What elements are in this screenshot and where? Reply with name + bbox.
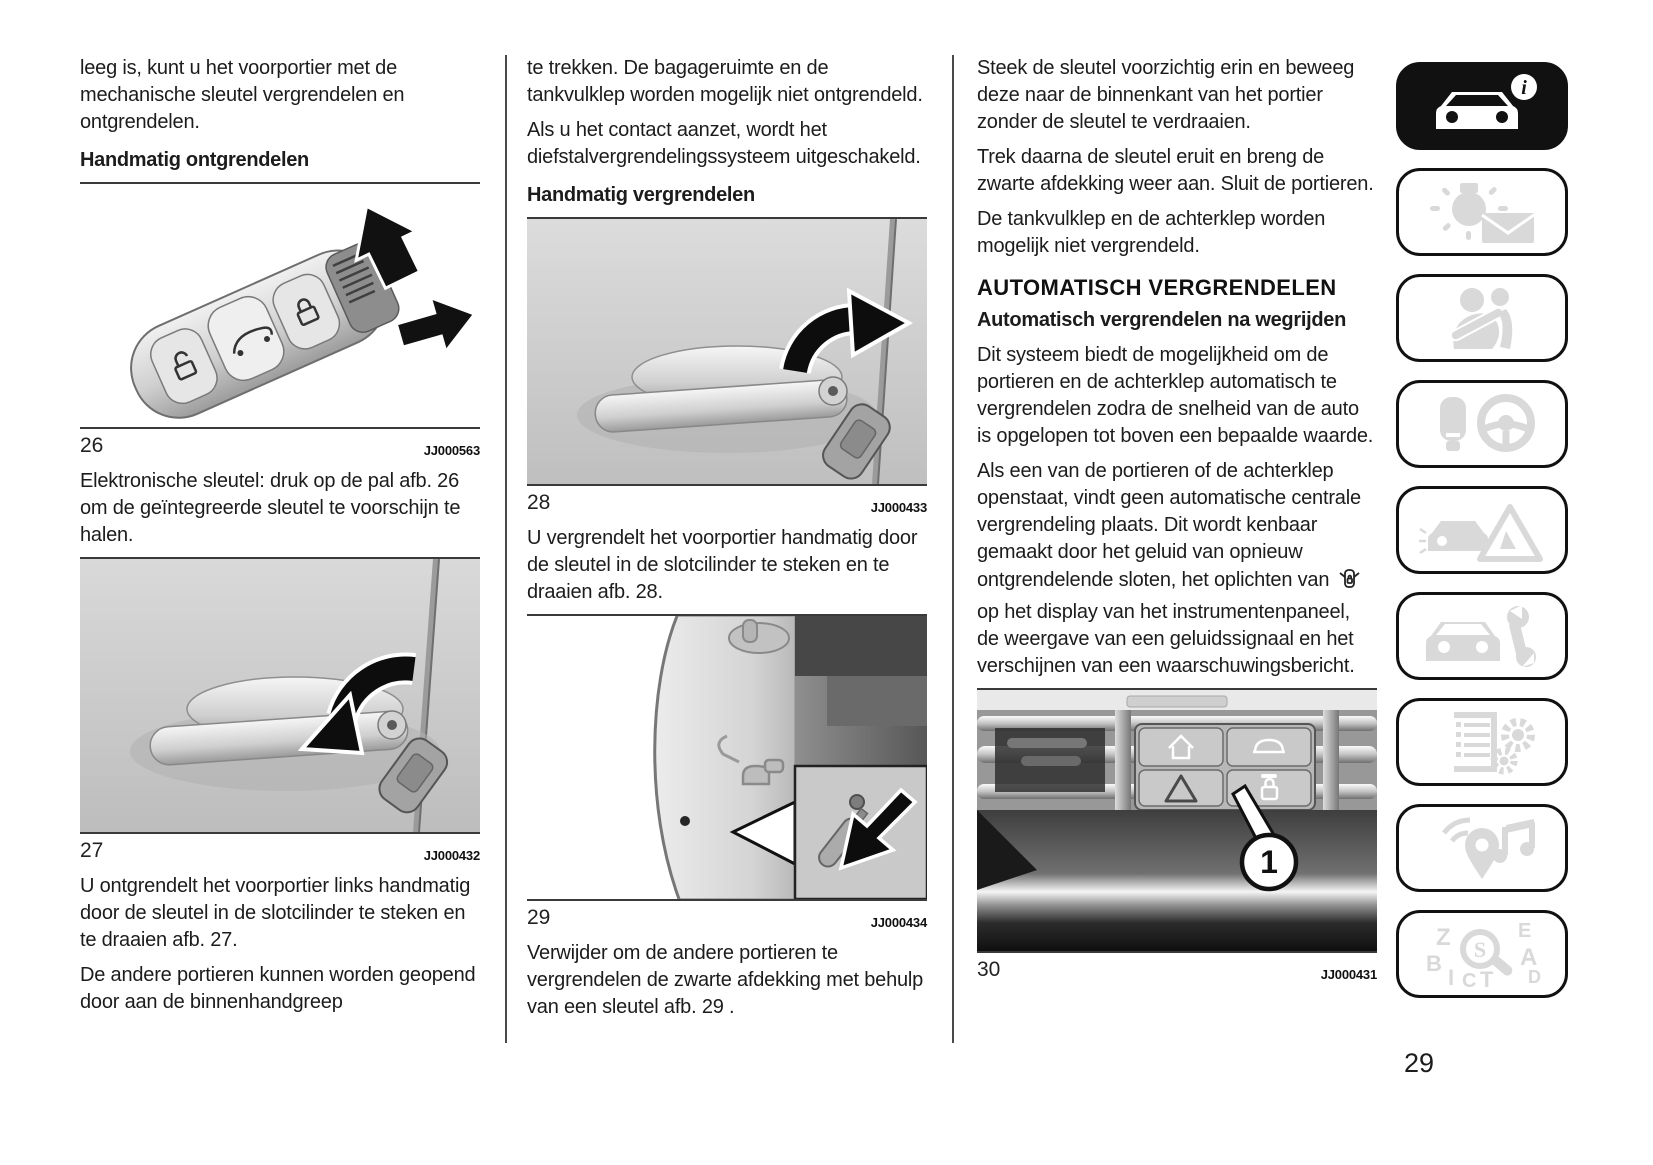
paragraph: leeg is, kunt u het voorportier met de mechanische sleutel vergrendelen en ontgrendelen. — [80, 57, 405, 133]
paragraph: Steek de sleutel voorzichtig erin en beweeg deze naar de binnenkant van het portier zonder de sleutel te verdraaien. — [977, 57, 1355, 133]
safety-seatbelt-icon — [1418, 285, 1546, 351]
figure-code: JJ000434 — [870, 915, 927, 930]
key-fob-illustration — [80, 184, 480, 427]
paragraph: U ontgrendelt het voorportier links handmatig door de sleutel in de slotcilinder te steken en te draaien afb. 27. — [80, 875, 471, 951]
column-divider — [505, 55, 507, 1043]
technical-data-gears-icon — [1418, 709, 1546, 775]
figure-code: JJ000433 — [870, 500, 927, 515]
figure-29-image — [527, 614, 927, 901]
tab-technical-data[interactable] — [1396, 698, 1568, 786]
figure-28-caption — [527, 489, 927, 515]
starting-and-driving-icon — [1418, 391, 1546, 457]
paragraph: U vergrendelt het voorportier handmatig door de sleutel in de slotcilinder te steken en te draaien afb. 28. — [527, 527, 918, 603]
figure-29-caption — [527, 904, 927, 930]
svg-text:B: B — [1426, 951, 1442, 976]
tab-maintenance[interactable] — [1396, 592, 1568, 680]
dashboard-lock-button-illustration — [977, 690, 1377, 951]
alphabetical-index-icon — [1418, 921, 1546, 987]
chapter-heading: AUTOMATISCH VERGRENDELEN — [977, 275, 1337, 300]
section-heading: Automatisch vergrendelen na wegrijden — [977, 309, 1346, 331]
section-heading: Handmatig vergrendelen — [527, 184, 755, 206]
tab-safety[interactable] — [1396, 274, 1568, 362]
paragraph: Trek daarna de sleutel eruit en breng de zwarte afdekking weer aan. Sluit de portieren. — [977, 146, 1374, 195]
figure-26-caption — [80, 432, 480, 458]
figure-30-caption — [977, 956, 1377, 982]
figure-code: JJ000563 — [423, 443, 480, 458]
figure-code: JJ000431 — [1320, 967, 1377, 982]
figure-26-image — [80, 182, 480, 429]
maintenance-wrench-icon — [1418, 603, 1546, 669]
figure-number: 30 — [977, 958, 1001, 981]
figure-27-caption — [80, 837, 480, 863]
emergency-warning-triangle-icon — [1418, 497, 1546, 563]
figure-code: JJ000432 — [423, 848, 480, 863]
door-handle-lock-illustration — [527, 219, 927, 484]
door-edge-cover-illustration — [527, 616, 927, 899]
tab-starting-and-driving[interactable] — [1396, 380, 1568, 468]
section-tabs-sidebar — [1396, 62, 1568, 1016]
svg-text:A: A — [1520, 944, 1538, 971]
column-left — [80, 55, 480, 1024]
paragraph-text: Als een van de portieren of de achterklep openstaat, vindt geen automatische centrale vergrendeling plaats. Dit wordt kenbaar gemaakt door het geluid van opnieuw ontgrendelende sloten, het oplichten van — [977, 460, 1361, 591]
figure-number: 28 — [527, 491, 551, 514]
column-right — [977, 55, 1377, 992]
svg-text:E: E — [1518, 921, 1532, 942]
figure-number: 29 — [527, 906, 551, 929]
tab-multimedia[interactable] — [1396, 804, 1568, 892]
figure-30-image — [977, 688, 1377, 953]
paragraph: te trekken. De bagageruimte en de tankvulklep worden mogelijk niet ontgrendeld. — [527, 57, 923, 106]
svg-text:C: C — [1462, 970, 1477, 987]
door-handle-unlock-illustration — [80, 559, 480, 832]
figure-number: 26 — [80, 434, 104, 457]
page-number: 29 — [1404, 1048, 1435, 1078]
paragraph-with-icon — [977, 458, 1377, 680]
paragraph-text: op het display van het instrumentenpaneel, de weergave van een geluidssignaal en het verschijnen van een waarschuwingsbericht. — [977, 601, 1355, 677]
tab-getting-to-know-car[interactable] — [1396, 62, 1568, 150]
tab-index[interactable] — [1396, 910, 1568, 998]
column-divider — [952, 55, 954, 1043]
paragraph: Verwijder om de andere portieren te vergrendelen de zwarte afdekking met behulp van een sleutel afb. 29 . — [527, 942, 924, 1018]
multimedia-audio-navigation-icon — [1418, 815, 1546, 881]
svg-text:D: D — [1528, 967, 1541, 987]
paragraph: Als u het contact aanzet, wordt het diefstalvergrendelingssysteem uitgeschakeld. — [527, 119, 921, 168]
section-heading: Handmatig ontgrendelen — [80, 149, 309, 171]
svg-text:1: 1 — [1260, 844, 1278, 880]
paragraph: Dit systeem biedt de mogelijkheid om de portieren en de achterklep automatisch te vergrendelen zodra de snelheid van de auto is opgelopen tot boven een bepaalde waarde. — [977, 344, 1374, 447]
paragraph: De andere portieren kunnen worden geopend door aan de binnenhandgreep — [80, 964, 476, 1013]
svg-text:T: T — [1480, 967, 1494, 987]
tab-instrument-panel[interactable] — [1396, 168, 1568, 256]
svg-text:Z: Z — [1436, 924, 1451, 951]
paragraph: De tankvulklep en de achterklep worden mogelijk niet vergrendeld. — [977, 208, 1326, 257]
tab-emergency[interactable] — [1396, 486, 1568, 574]
figure-number: 27 — [80, 839, 104, 862]
figure-28-image — [527, 217, 927, 486]
svg-text:i: i — [1521, 77, 1527, 99]
figure-27-image — [80, 557, 480, 834]
getting-to-know-car-icon — [1418, 73, 1546, 139]
instrument-panel-warning-light-message-icon — [1418, 179, 1546, 245]
door-open-warning-icon — [1337, 566, 1362, 599]
svg-text:I: I — [1448, 965, 1455, 987]
paragraph: Elektronische sleutel: druk op de pal afb. 26 om de geïntegreerde sleutel te voorschijn te halen. — [80, 470, 461, 546]
svg-text:S: S — [1473, 937, 1487, 962]
column-middle — [527, 55, 927, 1029]
